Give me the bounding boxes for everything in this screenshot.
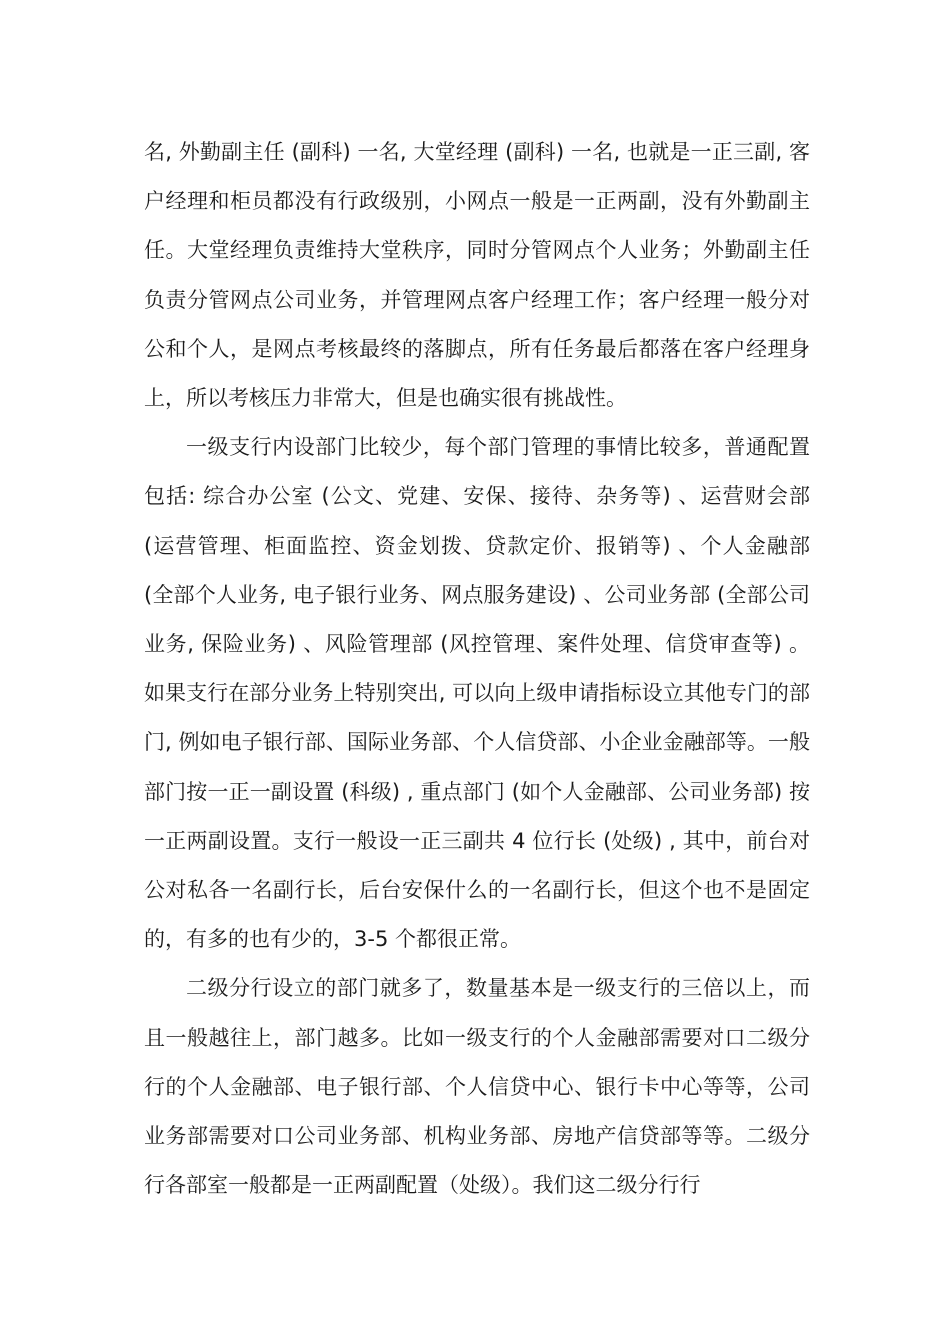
paragraph-branch-staffing: 名, 外勤副主任 (副科) 一名, 大堂经理 (副科) 一名, 也就是一正三副, 客户经理和柜员都没有行政级别，小网点一般是一正两副，没有外勤副主任。大堂经理负责维持大堂秩序，同时分管网点个人业务；外勤副主任负责分管网点公司业务，并管理网点客户经理工作；客户经理一般分对公和个人，是网点考核最终的落脚点，所有任务最后都落在客户经理身上，所以考核压力非常大，但是也确实很有挑战性。 <box>144 140 810 411</box>
paragraph-secondary-branch-departments: 二级分行设立的部门就多了，数量基本是一级支行的三倍以上，而且一般越往上，部门越多。比如一级支行的个人金融部需要对口二级分行的个人金融部、电子银行部、个人信贷中心、银行卡中心等等，公司业务部需要对口公司业务部、机构业务部、房地产信贷部等等。二级分行各部室一般都是一正两副配置（处级）。我们这二级分行行 <box>144 976 810 1198</box>
paragraph-sub-branch-departments: 一级支行内设部门比较少，每个部门管理的事情比较多，普通配置包括: 综合办公室 (公文、党建、安保、接待、杂务等) 、运营财会部 (运营管理、柜面监控、资金划拨、贷款定价、报销等) 、个人金融部 (全部个人业务, 电子银行业务、网点服务建设) 、公司业务部 (全部公司业务, 保险业务) 、风险管理部 (风控管理、案件处理、信贷审查等) 。如果支行在部分业务上特别突出, 可以向上级申请指标设立其他专门的部门, 例如电子银行部、国际业务部、个人信贷部、小企业金融部等。一般部门按一正一副设置 (科级) , 重点部门 (如个人金融部、公司业务部) 按一正两副设置。支行一般设一正三副共 4 位行长 (处级) , 其中，前台对公对私各一名副行长，后台安保什么的一名副行长，但这个也不是固定的，有多的也有少的，3-5 个都很正常。 <box>144 435 810 952</box>
document-page <box>144 128 810 1210</box>
